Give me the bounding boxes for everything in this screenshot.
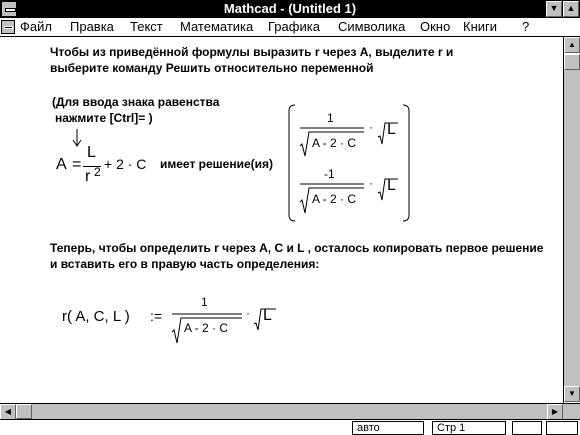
equation-equals: = xyxy=(72,156,82,173)
status-field-3 xyxy=(512,421,542,435)
scroll-left-button[interactable] xyxy=(0,404,16,420)
equation-numerator: L xyxy=(87,144,96,161)
definition-lhs: r( A, C, L ) xyxy=(62,308,130,325)
vertical-scroll-thumb[interactable] xyxy=(564,54,580,70)
solution2-numerator: -1 xyxy=(324,167,335,181)
minimize-icon: ▼ xyxy=(549,3,559,13)
horizontal-scroll-thumb[interactable] xyxy=(16,404,32,419)
menu-edit[interactable]: Правка xyxy=(70,19,114,34)
status-field-4 xyxy=(546,421,578,435)
scroll-up-icon: ▲ xyxy=(568,40,576,49)
intro-text-line2[interactable]: выберите команду Решить относительно переменной xyxy=(50,61,374,75)
scroll-right-button[interactable] xyxy=(547,404,563,420)
menu-books[interactable]: Книги xyxy=(463,19,498,34)
menu-window[interactable]: Окно xyxy=(420,19,451,34)
maximize-icon: ▲ xyxy=(566,3,576,13)
vertical-scroll-track[interactable] xyxy=(564,54,580,386)
status-calc-mode: авто xyxy=(352,421,424,435)
scroll-up-button[interactable] xyxy=(564,37,580,53)
definition-assign: := xyxy=(150,308,163,324)
menu-file[interactable]: Файл xyxy=(20,19,52,34)
equation-exponent: 2 xyxy=(94,165,101,179)
solution2-dot: · xyxy=(369,176,373,190)
scroll-left-icon: ◀ xyxy=(4,407,12,416)
scroll-down-button[interactable] xyxy=(564,386,580,402)
solution1-sqrt-l: L xyxy=(387,121,396,138)
next-text-line1[interactable]: Теперь, чтобы определить r через А, С и L , осталось копировать первое решение xyxy=(50,241,544,255)
equation-tail: + 2 · C xyxy=(104,156,147,172)
definition-dot: · xyxy=(246,306,250,320)
solution1-sqrt-content: A - 2 · C xyxy=(312,136,357,150)
status-bar xyxy=(0,419,580,435)
next-text-line2[interactable]: и вставить его в правую часть определения: xyxy=(50,257,320,271)
scroll-right-icon: ▶ xyxy=(551,407,559,416)
status-page: Стр 1 xyxy=(432,421,506,435)
horizontal-scrollbar[interactable] xyxy=(0,403,580,419)
note-text-line1[interactable]: (Для ввода знака равенства xyxy=(52,95,220,109)
worksheet[interactable] xyxy=(0,37,563,403)
has-solution-text: имеет решение(ия) xyxy=(160,157,274,171)
document-control-menu-button[interactable] xyxy=(1,20,15,34)
menu-math[interactable]: Математика xyxy=(180,19,254,34)
note-text-line2[interactable]: нажмите [Ctrl]= ) xyxy=(55,111,153,125)
menu-text[interactable]: Текст xyxy=(130,19,163,34)
definition-region[interactable] xyxy=(62,295,292,345)
menu-symbolics[interactable]: Символика xyxy=(338,19,406,34)
solution1-dot: · xyxy=(369,120,373,134)
equation-denominator: r xyxy=(85,168,91,185)
scroll-down-icon: ▼ xyxy=(568,389,576,398)
solution1-numerator: 1 xyxy=(327,111,334,125)
title-bar xyxy=(0,0,580,18)
solution2-sqrt-l: L xyxy=(387,177,396,194)
scrollbar-corner xyxy=(563,404,580,419)
menu-bar xyxy=(0,18,580,37)
definition-sqrt-content: A - 2 · C xyxy=(184,321,229,335)
maximize-button[interactable] xyxy=(563,1,579,17)
solution2-sqrt-content: A - 2 · C xyxy=(312,192,357,206)
equation-lhs: A xyxy=(56,156,67,173)
menu-help[interactable]: ? xyxy=(522,19,530,34)
equation-region[interactable] xyxy=(56,141,156,191)
intro-text-line1[interactable]: Чтобы из приведённой формулы выразить r через А, выделите r и xyxy=(50,45,454,59)
minimize-button[interactable] xyxy=(546,1,562,17)
vertical-scrollbar[interactable] xyxy=(563,37,580,403)
menu-graphics[interactable]: Графика xyxy=(268,19,320,34)
definition-sqrt-l: L xyxy=(263,307,272,324)
solution-vector[interactable] xyxy=(288,103,410,223)
window-title: Mathcad - (Untitled 1) xyxy=(223,1,357,16)
definition-numerator: 1 xyxy=(201,295,208,309)
